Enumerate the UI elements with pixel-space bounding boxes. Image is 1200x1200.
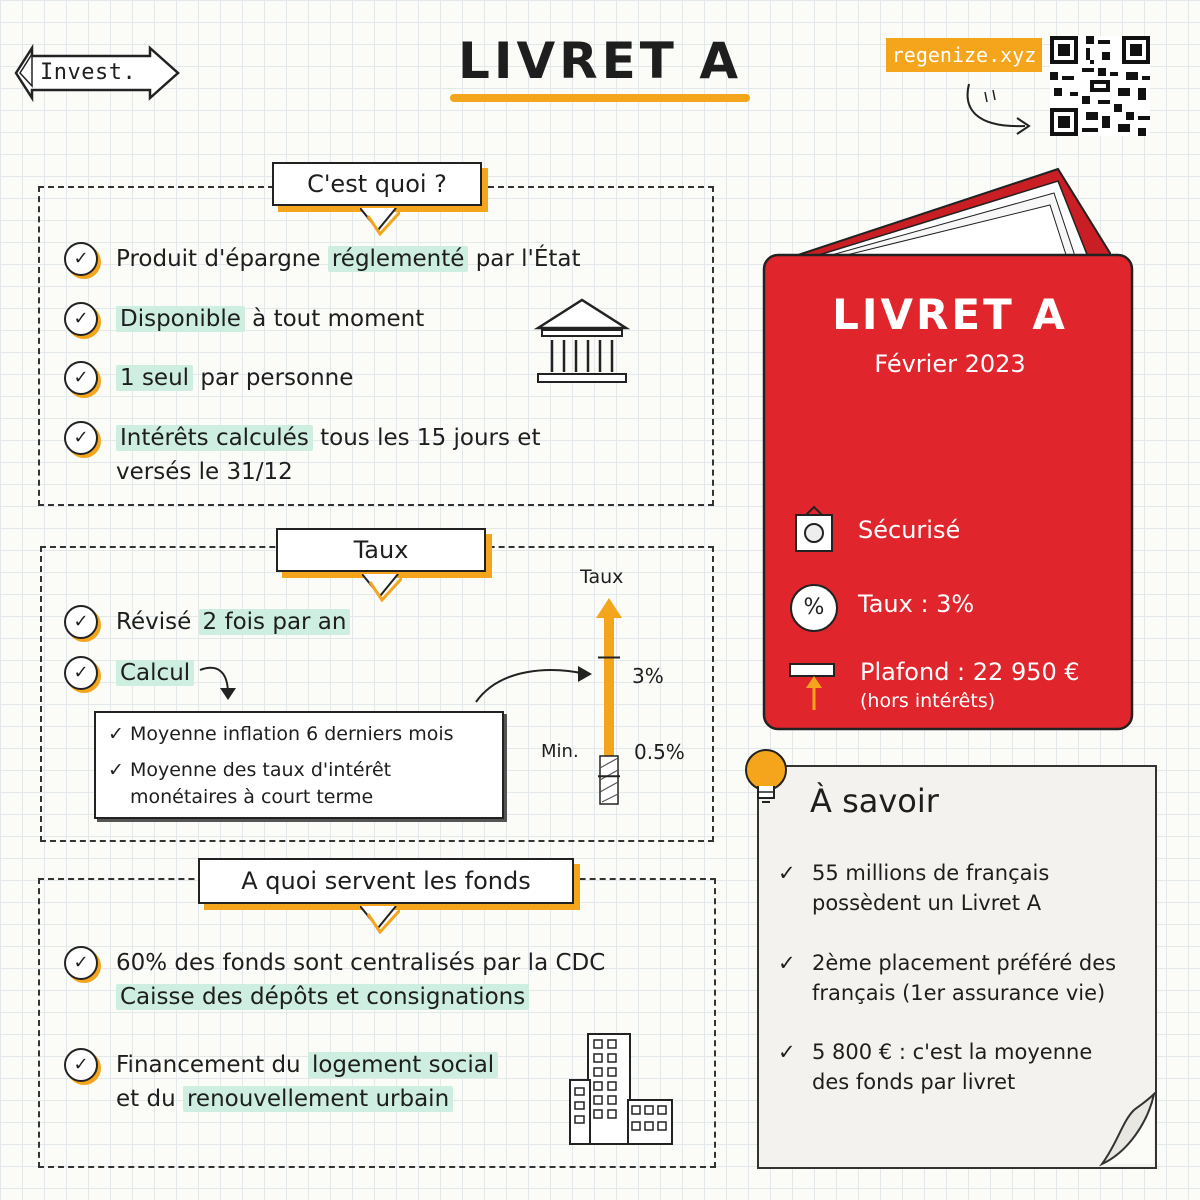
speech-tail-icon — [362, 574, 402, 602]
gauge-max-label: 3% — [632, 664, 664, 688]
list-item: ✓ Financement du logement social et du renouvellement urbain — [64, 1048, 498, 1116]
calc-line: monétaires à court terme — [130, 786, 374, 808]
speech-tail-icon — [360, 906, 400, 934]
title-underline — [450, 94, 750, 102]
check-icon: ✓ — [64, 302, 98, 336]
know-title: À savoir — [810, 782, 939, 820]
page-title: LIVRET A — [457, 32, 743, 90]
curved-arrow-icon — [470, 656, 600, 706]
gauge-min-prefix: Min. — [541, 741, 579, 762]
calc-line: ✓ Moyenne des taux d'intérêt — [108, 759, 392, 781]
check-icon: ✓ — [64, 1048, 98, 1082]
page-curl-icon — [1098, 1092, 1156, 1168]
check-icon: ✓ — [64, 242, 98, 276]
check-icon: ✓ — [64, 421, 98, 455]
check-icon: ✓ — [64, 361, 98, 395]
gauge-min-label: 0.5% — [634, 740, 685, 764]
bank-icon — [532, 296, 632, 390]
check-icon: ✓ — [778, 861, 796, 885]
list-item: ✓ Intérêts calculés tous les 15 jours et versés le 31/12 — [64, 421, 540, 489]
calc-line: ✓ Moyenne inflation 6 derniers mois — [108, 723, 454, 745]
livret-booklet — [758, 165, 1138, 735]
booklet-title: LIVRET A — [832, 290, 1068, 339]
lightbulb-icon — [736, 746, 796, 812]
qr-code-icon[interactable] — [1050, 36, 1150, 136]
arrow-down-icon — [198, 662, 248, 704]
section-rate-label: Taux — [276, 528, 486, 572]
calc-formula-box — [94, 711, 504, 819]
percent-icon: % — [790, 584, 838, 632]
lock-icon — [792, 505, 836, 555]
check-icon: ✓ — [778, 951, 796, 975]
feature-rate: Taux : 3% — [858, 590, 975, 618]
list-item: ✓ Disponible à tout moment — [64, 302, 424, 336]
list-item: ✓ Calcul — [64, 656, 194, 690]
know-item: ✓ 2ème placement préféré des français (1er assurance vie) — [778, 948, 1116, 1008]
speech-tail-icon — [360, 208, 400, 236]
know-item: ✓ 55 millions de français possèdent un Livret A — [778, 858, 1049, 918]
invest-tag — [10, 42, 182, 104]
rate-gauge — [590, 596, 630, 808]
building-icon — [566, 1030, 678, 1148]
list-item: ✓ Produit d'épargne réglementé par l'État — [64, 242, 581, 276]
check-icon: ✓ — [778, 1040, 796, 1064]
gauge-axis-label: Taux — [580, 566, 624, 588]
list-item: ✓ 60% des fonds sont centralisés par la CDC Caisse des dépôts et consignations — [64, 946, 605, 1014]
booklet-date: Février 2023 — [874, 350, 1026, 378]
site-badge[interactable]: regenize.xyz — [886, 38, 1042, 72]
gauge-fill — [604, 616, 614, 776]
know-item: ✓ 5 800 € : c'est la moyenne des fonds par livret — [778, 1037, 1092, 1097]
feature-secure: Sécurisé — [858, 516, 961, 544]
feature-ceiling: Plafond : 22 950 € — [860, 658, 1080, 686]
check-icon: ✓ — [64, 946, 98, 980]
curved-arrow-icon — [955, 78, 1045, 138]
section-funds-label: A quoi servent les fonds — [198, 858, 574, 904]
ceiling-icon — [788, 660, 838, 714]
check-icon: ✓ — [64, 605, 98, 639]
list-item: ✓ 1 seul par personne — [64, 361, 353, 395]
invest-tag-label: Invest. — [40, 60, 137, 85]
list-item: ✓ Révisé 2 fois par an — [64, 605, 350, 639]
gauge-arrow-head — [596, 598, 622, 618]
check-icon: ✓ — [64, 656, 98, 690]
section-what-label: C'est quoi ? — [272, 162, 482, 206]
feature-ceiling-note: (hors intérêts) — [860, 690, 996, 712]
